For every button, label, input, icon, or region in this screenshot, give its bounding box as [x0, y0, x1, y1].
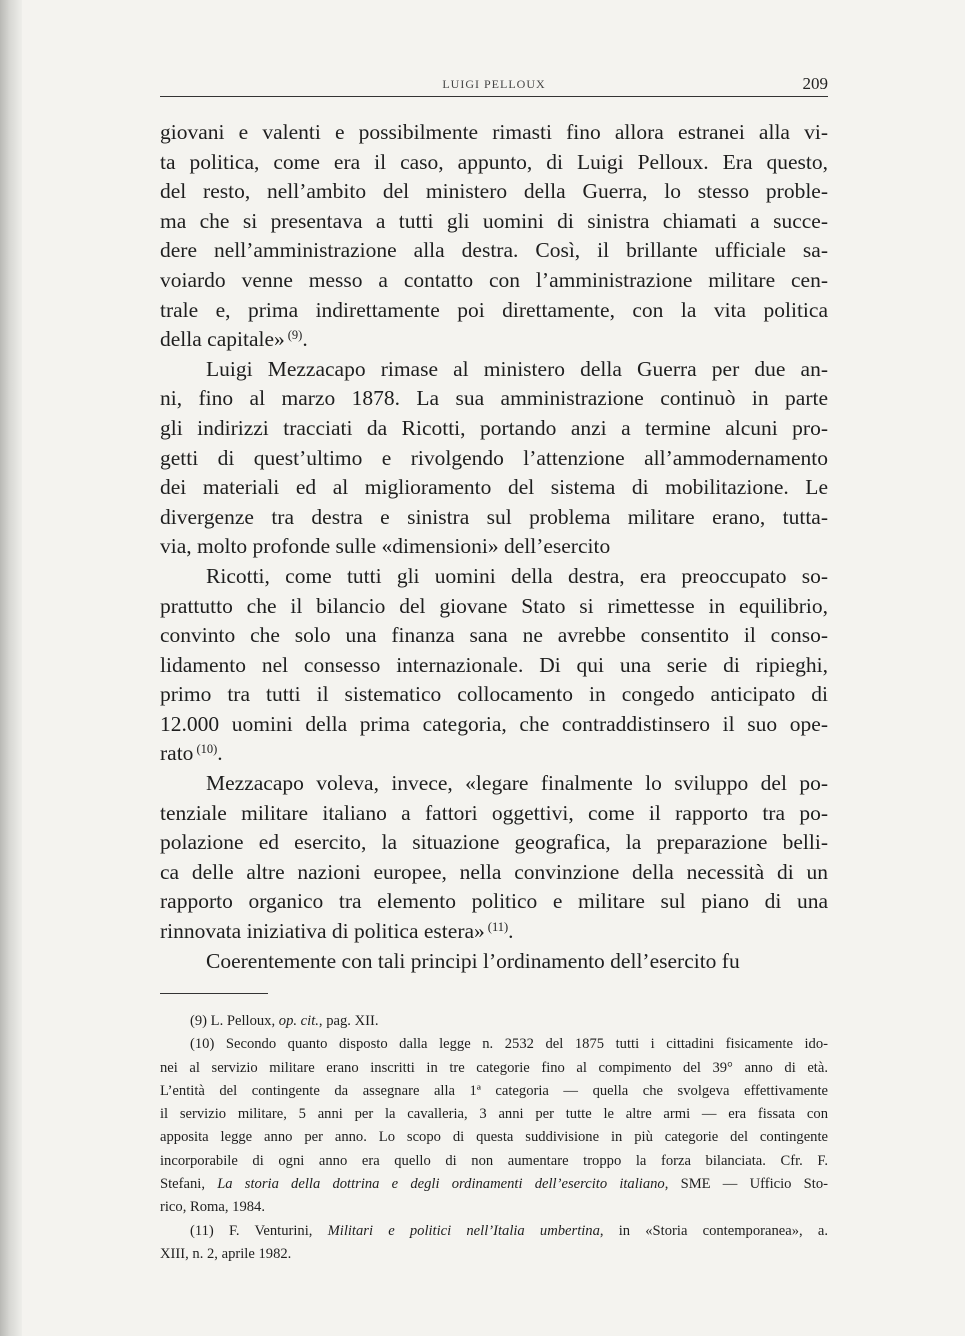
footnote-ref-9: (9)	[287, 328, 303, 343]
footnote-line: apposita legge anno per anno. Lo scopo di questa suddivisione in più categorie del contingente	[160, 1129, 828, 1146]
body-line: trale e, prima indirettamente poi direttamente, con la vita politica	[160, 297, 828, 322]
body-line: ca delle altre nazioni europee, nella convinzione della necessità di un	[160, 859, 828, 884]
body-line: dere nell’amministrazione alla destra. Così, il brillante ufficiale sa-	[160, 238, 828, 263]
body-line: Ricotti, come tutti gli uomini della destra, era preoccupato so-	[206, 563, 828, 588]
running-head: LUIGI PELLOUX	[442, 77, 546, 91]
body-line: rato $^{(10)}$.	[160, 741, 223, 766]
body-line: gli indirizzi tracciati da Ricotti, portando anzi a termine alcuni pro-	[160, 415, 828, 440]
body-line: ni, fino al marzo 1878. La sua amministrazione continuò in parte	[160, 386, 828, 411]
page-header	[160, 74, 828, 97]
footnotes	[160, 1010, 828, 1266]
body-line: divergenze tra destra e sinistra sul problema militare erano, tutta-	[160, 504, 828, 529]
body-line: dei materiali ed al miglioramento del sistema di mobilitazione. Le	[160, 475, 828, 500]
footnote-9: (9) L. Pelloux, op. cit., pag. XII.	[190, 1013, 379, 1029]
body-line: convinto che solo una finanza sana ne avrebbe consentito il conso-	[160, 623, 828, 648]
body-line: ta politica, come era il caso, appunto, di Luigi Pelloux. Era questo,	[160, 149, 828, 174]
footnote-ref-11: (11)	[487, 920, 509, 935]
body-line: voiardo venne messo a contatto con l’amministrazione militare cen-	[160, 267, 828, 292]
footnote-line: L’entità del contingente da assegnare alla 1ª categoria — quella che svolgeva effettivamente	[160, 1082, 828, 1099]
body-line: prattutto che il bilancio del giovane Stato si rimettesse in equilibrio,	[160, 593, 828, 618]
body-line: polazione ed esercito, la situazione geografica, la preparazione belli-	[160, 830, 828, 855]
body-line: primo tra tutti il sistematico collocamento in congedo anticipato di	[160, 682, 828, 707]
body-line: rinnovata iniziativa di politica estera» $^{(11)}$.	[160, 919, 514, 944]
footnote-line: Stefani, La storia della dottrina e degli ordinamenti dell’esercito italiano, SME — Ufficio Sto-	[160, 1176, 828, 1193]
footnote-line: il servizio militare, 5 anni per la cavalleria, 3 anni per tutte le altre armi — era fissata con	[160, 1106, 828, 1123]
footnote-line: rico, Roma, 1984.	[160, 1199, 265, 1216]
footnote-line: nei al servizio militare erano inscritti in tre categorie fino al compimento del 39° anno di età.	[160, 1059, 828, 1076]
body-line: getti di quest’ultimo e rivolgendo l’attenzione all’ammodernamento	[160, 445, 828, 470]
footnote-line: XIII, n. 2, aprile 1982.	[160, 1245, 292, 1262]
footnote-11: (11) F. Venturini, Militari e politici nell’Italia umbertina, in «Storia contemporanea», a.	[190, 1222, 828, 1239]
page-number: 209	[802, 74, 828, 93]
body-line: ma che si presentava a tutti gli uomini di sinistra chiamati a succe-	[160, 208, 828, 233]
body-line: Coerentemente con tali principi l’ordinamento dell’esercito fu	[206, 948, 740, 973]
body-line: via, molto profonde sulle «dimensioni» dell’esercito	[160, 534, 611, 559]
body-line: del resto, nell’ambito del ministero della Guerra, lo stesso proble-	[160, 179, 828, 204]
body-line: Luigi Mezzacapo rimase al ministero della Guerra per due an-	[206, 356, 828, 381]
body-line: giovani e valenti e possibilmente rimasti fino allora estranei alla vi-	[160, 120, 828, 144]
body-line: rapporto organico tra elemento politico e militare sul piano di una	[160, 889, 828, 914]
body-line: Mezzacapo voleva, invece, «legare finalmente lo sviluppo del po-	[206, 771, 828, 796]
body-text	[160, 118, 828, 976]
footnote-ref-10: (10)	[196, 742, 218, 757]
footnote-10: (10) Secondo quanto disposto dalla legge n. 2532 del 1875 tutti i cittadini fisicamente ido-	[190, 1036, 828, 1053]
body-line: tenziale militare italiano a fattori oggettivi, come il rapporto tra po-	[160, 800, 828, 825]
page-gutter-shadow	[0, 0, 22, 1336]
footnote-separator	[160, 993, 268, 994]
footnote-line: incorporabile di ogni anno era quello di non aumentare troppo la forza bilanciata. Cfr. F.	[160, 1152, 828, 1169]
body-line: 12.000 uomini della prima categoria, che contraddistinsero il suo ope-	[160, 711, 828, 736]
body-line: lidamento nel consesso internazionale. Di qui una serie di ripieghi,	[160, 652, 828, 677]
body-line: della capitale» $^{(9)}$.	[160, 327, 308, 352]
